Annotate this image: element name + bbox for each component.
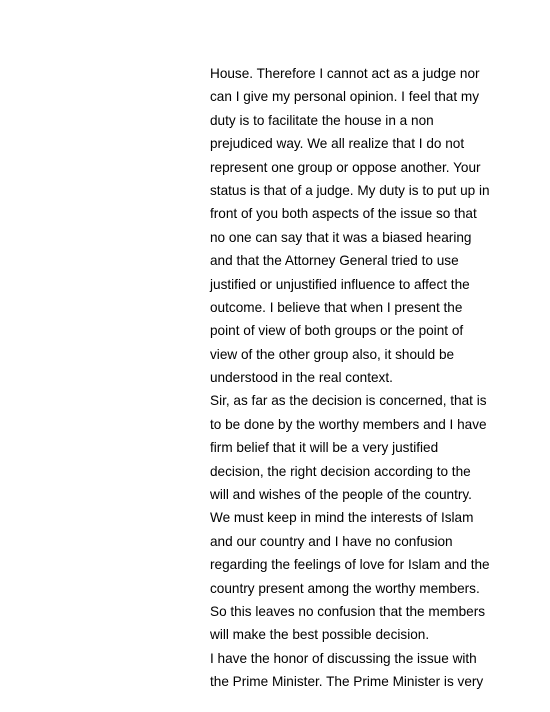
text-line: status is that of a judge. My duty is to put up in	[210, 182, 490, 198]
text-line: outcome. I believe that when I present the	[210, 299, 463, 315]
text-line: House. Therefore I cannot act as a judge nor	[210, 66, 480, 81]
text-line: prejudiced way. We all realize that I do not	[210, 136, 465, 152]
document-body-text	[210, 62, 500, 694]
text-line: firm belief that it will be a very justified	[210, 440, 439, 456]
text-line: will and wishes of the people of the country.	[210, 487, 472, 503]
text-line: Sir, as far as the decision is concerned, that is	[210, 393, 487, 409]
text-line: So this leaves no confusion that the members	[210, 603, 486, 619]
text-line: no one can say that it was a biased hearing	[210, 229, 472, 245]
text-line: I have the honor of discussing the issue with	[210, 650, 477, 666]
text-line: and that the Attorney General tried to use	[210, 253, 459, 269]
text-line: understood in the real context.	[210, 370, 393, 386]
text-line: represent one group or oppose another. Your	[210, 159, 481, 175]
text-line: to be done by the worthy members and I have	[210, 416, 487, 432]
text-line: and our country and I have no confusion	[210, 533, 453, 549]
text-line: country present among the worthy members.	[210, 580, 480, 596]
text-line: We must keep in mind the interests of Islam	[210, 510, 474, 526]
text-line: decision, the right decision according to the	[210, 463, 471, 479]
text-line: can I give my personal opinion. I feel that my	[210, 89, 479, 105]
text-line: front of you both aspects of the issue so that	[210, 206, 477, 222]
text-line: duty is to facilitate the house in a non	[210, 112, 434, 128]
text-line: the Prime Minister. The Prime Minister is very	[210, 674, 484, 690]
text-line: regarding the feelings of love for Islam and the	[210, 557, 490, 573]
text-line: view of the other group also, it should be	[210, 346, 455, 362]
text-line: justified or unjustified influence to affect the	[210, 276, 470, 292]
text-line: will make the best possible decision.	[210, 627, 430, 643]
text-line: point of view of both groups or the point of	[210, 323, 464, 339]
